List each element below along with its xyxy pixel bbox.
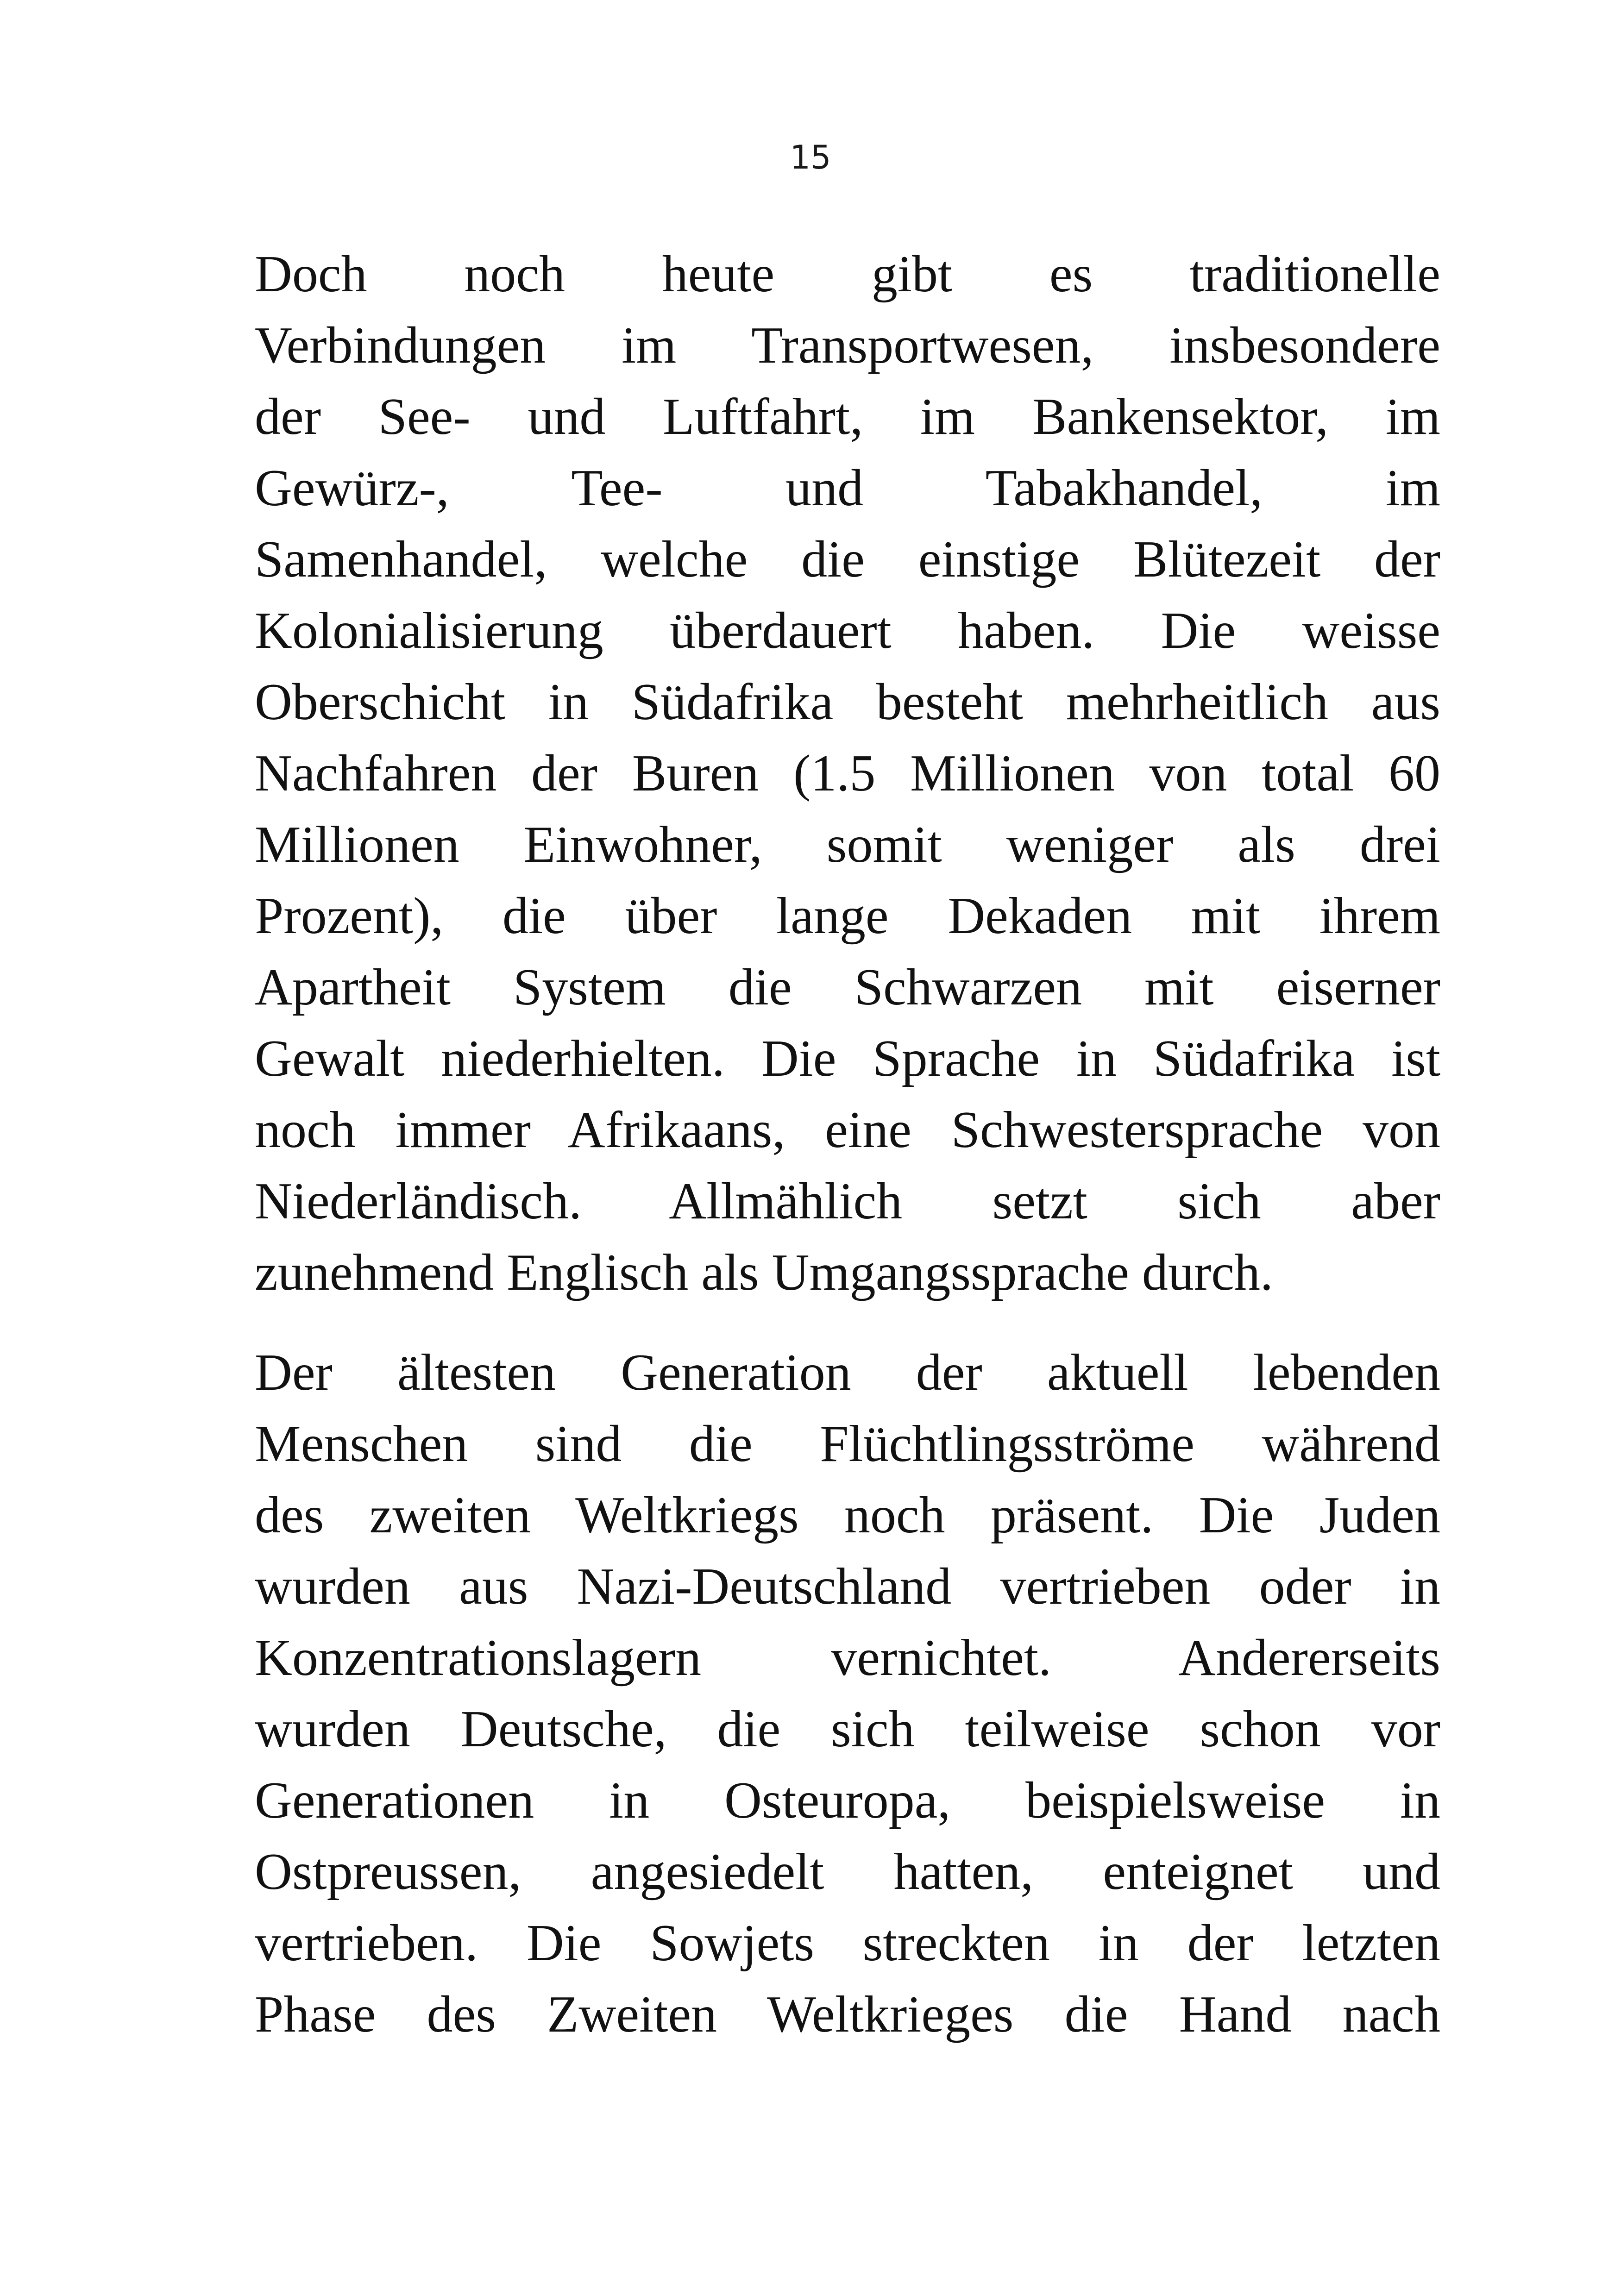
text-line: Doch noch heute gibt es traditionelle [255, 245, 1440, 303]
body-text [255, 238, 1440, 2050]
text-line: vertrieben. Die Sowjets streckten in der letzten [255, 1914, 1440, 1972]
text-line: Verbindungen im Transportwesen, insbesondere [255, 317, 1440, 374]
paragraph-1 [255, 238, 1440, 1308]
text-line: des zweiten Weltkriegs noch präsent. Die Juden [255, 1487, 1440, 1544]
text-line: Prozent), die über lange Dekaden mit ihrem [255, 887, 1440, 945]
text-line: Ostpreussen, angesiedelt hatten, enteignet und [255, 1843, 1440, 1901]
text-line: Kolonialisierung überdauert haben. Die weisse [255, 602, 1440, 659]
text-line: noch immer Afrikaans, eine Schwestersprache von [255, 1101, 1440, 1159]
text-line: Niederländisch. Allmählich setzt sich aber [255, 1173, 1440, 1230]
text-line: Nachfahren der Buren (1.5 Millionen von total 60 [255, 745, 1440, 802]
text-line: Phase des Zweiten Weltkrieges die Hand nach [255, 1986, 1440, 2043]
paragraph-2 [255, 1337, 1440, 2050]
text-line: wurden Deutsche, die sich teilweise schon vor [255, 1700, 1440, 1758]
text-line: Generationen in Osteuropa, beispielsweise in [255, 1772, 1440, 1829]
text-line: Menschen sind die Flüchtlingsströme während [255, 1415, 1440, 1473]
text-line: Oberschicht in Südafrika besteht mehrheitlich aus [255, 673, 1440, 731]
text-line: Gewürz-, Tee- und Tabakhandel, im [255, 459, 1440, 517]
page-number: 15 [790, 138, 831, 176]
text-line: Konzentrationslagern vernichtet. Andererseits [255, 1629, 1440, 1687]
text-line: wurden aus Nazi-Deutschland vertrieben oder in [255, 1558, 1440, 1615]
text-line: Apartheit System die Schwarzen mit eiserner [255, 959, 1440, 1016]
text-line: zunehmend Englisch als Umgangssprache durch. [255, 1244, 1273, 1301]
text-line: Millionen Einwohner, somit weniger als drei [255, 816, 1440, 873]
text-line: Der ältesten Generation der aktuell lebenden [255, 1344, 1440, 1401]
text-line: Samenhandel, welche die einstige Blütezeit der [255, 531, 1440, 588]
text-line: der See- und Luftfahrt, im Bankensektor, im [255, 388, 1440, 445]
text-line: Gewalt niederhielten. Die Sprache in Südafrika ist [255, 1030, 1440, 1087]
